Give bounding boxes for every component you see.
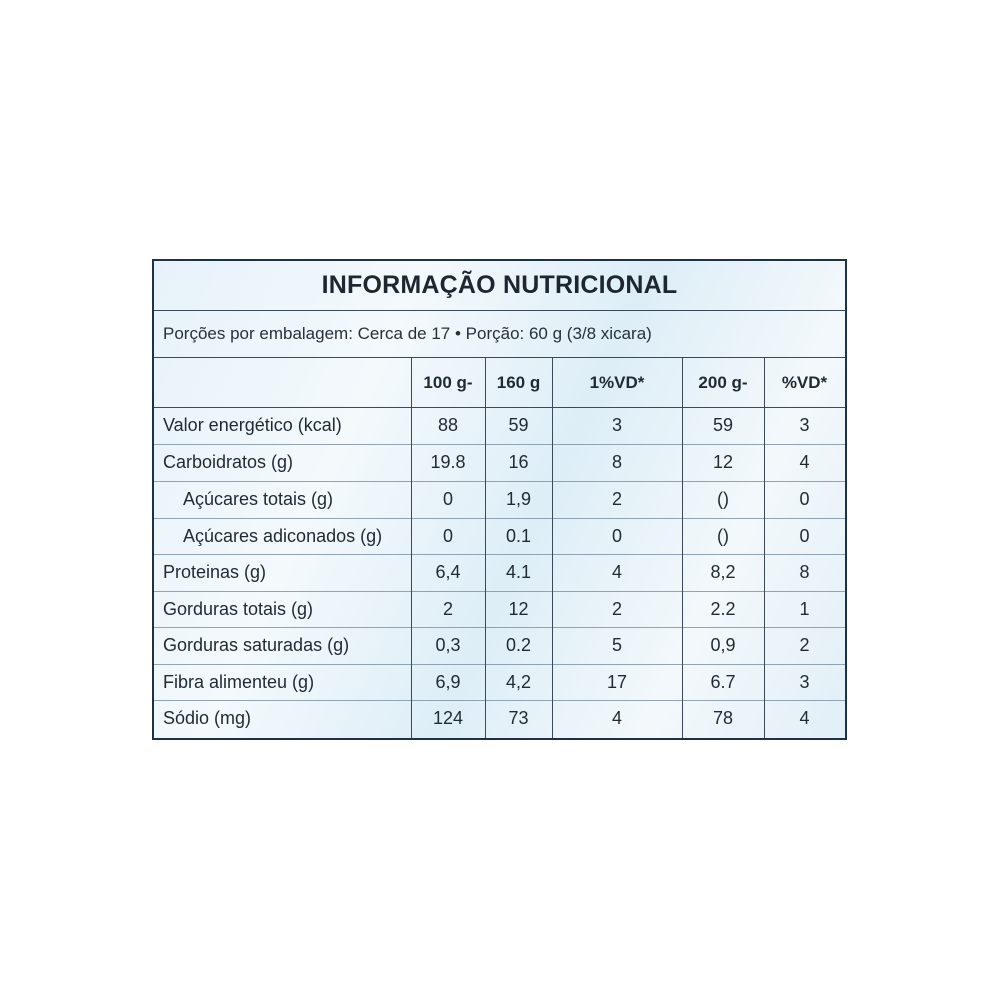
table-cell: 0: [799, 489, 810, 509]
table-cell: 3: [799, 415, 810, 435]
table-cell: (): [717, 489, 729, 509]
table-cell: 2: [611, 489, 622, 509]
table-cell: 124: [432, 708, 464, 728]
table-cell: 19.8: [430, 452, 466, 472]
table-cell: 88: [437, 415, 459, 435]
column-header: 160 g: [496, 373, 541, 392]
table-cell: 59: [508, 415, 529, 435]
table-cell: 4: [799, 708, 810, 728]
portion-info: Porções por embalagem: Cerca de 17 • Porção: 60 g (3/8 xicara): [163, 324, 652, 343]
table-cell: 0: [442, 489, 453, 509]
row-label: Carboidratos (g): [163, 452, 294, 472]
table-cell: 8,2: [710, 562, 736, 582]
table-title: INFORMAÇÃO NUTRICIONAL: [154, 261, 845, 311]
row-label: Proteinas (g): [163, 562, 267, 582]
column-header: 1%VD*: [589, 373, 645, 392]
table-cell: 0,9: [710, 635, 736, 655]
table-cell: 16: [508, 452, 529, 472]
table-cell: 5: [611, 635, 622, 655]
row-label: Gorduras totais (g): [163, 599, 314, 619]
row-label: Sódio (mg): [163, 708, 252, 728]
table-cell: 2: [611, 599, 622, 619]
table-cell: 6,9: [435, 672, 461, 692]
table-cell: 3: [611, 415, 622, 435]
column-header: %VD*: [781, 373, 828, 392]
table-cell: 17: [606, 672, 628, 692]
table-cell: 0,3: [435, 635, 461, 655]
table-cell: 3: [799, 672, 810, 692]
table-cell: 8: [611, 452, 622, 472]
table-cell: 6,4: [435, 562, 461, 582]
table-cell: 4.1: [505, 562, 532, 582]
table-cell: 2: [799, 635, 810, 655]
table-cell: 12: [712, 452, 734, 472]
table-cell: 2.2: [710, 599, 736, 619]
table-cell: 2: [442, 599, 453, 619]
table-cell: 78: [712, 708, 734, 728]
table-cell: 1: [799, 599, 810, 619]
table-cell: (): [717, 526, 729, 546]
table-cell: 73: [508, 708, 529, 728]
table-cell: 12: [508, 599, 529, 619]
column-header: 200 g-: [698, 373, 748, 392]
table-cell: 0.1: [505, 526, 532, 546]
nutrition-facts-table: [152, 259, 847, 740]
row-label: Fibra alimenteu (g): [163, 672, 315, 692]
row-label: Gorduras saturadas (g): [163, 635, 350, 655]
table-cell: 0: [442, 526, 453, 546]
table-cell: 8: [799, 562, 810, 582]
row-label: Açúcares adiconados (g): [183, 526, 383, 546]
row-label: Valor energético (kcal): [163, 415, 342, 435]
table-cell: 6.7: [710, 672, 736, 692]
table-cell: 4: [799, 452, 810, 472]
table-cell: 0: [611, 526, 622, 546]
table-cell: 4: [611, 708, 622, 728]
table-cell: 1,9: [505, 489, 532, 509]
row-label: Açúcares totais (g): [183, 489, 334, 509]
table-cell: 0.2: [505, 635, 532, 655]
table-cell: 4,2: [505, 672, 532, 692]
table-cell: 4: [611, 562, 622, 582]
table-cell: 59: [712, 415, 734, 435]
column-header: 100 g-: [423, 373, 473, 392]
table-cell: 0: [799, 526, 810, 546]
